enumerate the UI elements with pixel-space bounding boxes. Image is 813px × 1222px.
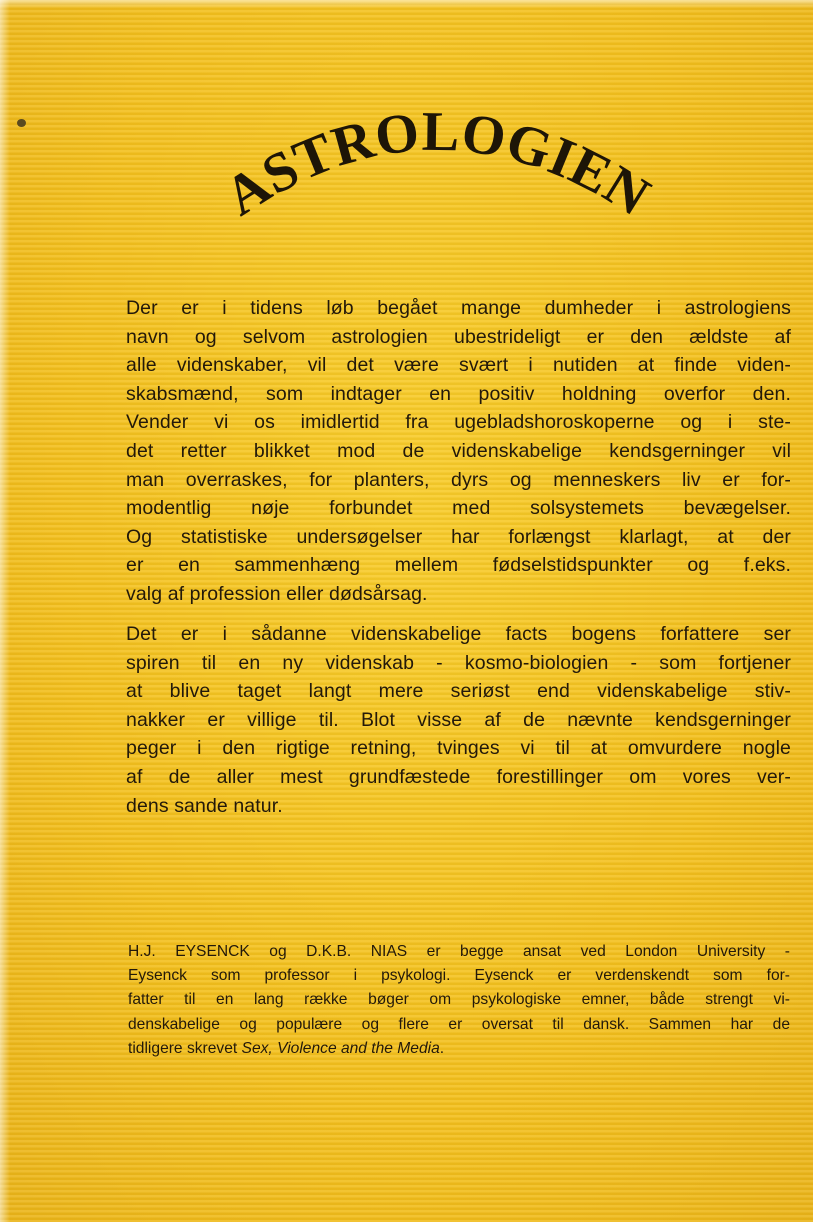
- paragraph-line: Vender vi os imidlertid fra ugebladshoroskoperne og i ste-: [126, 411, 791, 434]
- paragraph-line: skabsmænd, som indtager en positiv holdning overfor den.: [126, 382, 791, 405]
- paragraph-line: nakker er villige til. Blot visse af de nævnte kendsgerninger: [126, 708, 791, 731]
- bio-book-title: Sex, Violence and the Media: [241, 1039, 440, 1057]
- paragraph-line: modentlig nøje forbundet med solsystemets bevægelser.: [126, 497, 791, 520]
- paragraph-line: peger i den rigtige retning, tvinges vi til at omvurdere nogle: [126, 737, 791, 760]
- paragraph-line: Det er i sådanne videnskabelige facts bogens forfattere ser: [126, 623, 791, 645]
- paragraph-line: man overraskes, for planters, dyrs og menneskers liv er for-: [126, 468, 791, 491]
- bio-line: H.J. EYSENCK og D.K.B. NIAS er begge ansat ved London University -: [128, 943, 790, 960]
- paragraph-line: dens sande natur.: [126, 794, 283, 817]
- bio-line: [128, 1037, 790, 1061]
- cover-title: [200, 95, 670, 265]
- paragraph-line: er en sammenhæng mellem fødselstidspunkter og f.eks.: [126, 554, 791, 577]
- paragraph-line: det retter blikket mod de videnskabelige kendsgerninger vil: [126, 439, 791, 462]
- description-paragraph-1: [126, 294, 791, 609]
- description-paragraph-2: [126, 620, 791, 820]
- bio-line: denskabelige og populære og flere er oversat til dansk. Sammen har de: [128, 1015, 790, 1033]
- cover-left-edge: [0, 0, 10, 1222]
- paragraph-line: alle videnskaber, vil det være svært i nutiden at finde viden-: [126, 354, 791, 377]
- bio-line: fatter til en lang række bøger om psykologiske emner, både strengt vi-: [128, 991, 790, 1009]
- cover-title-text: ASTROLOGIEN: [214, 100, 661, 229]
- cover-top-edge: [0, 0, 813, 8]
- paragraph-line: Der er i tidens løb begået mange dumheder i astrologiens: [126, 297, 791, 319]
- bio-last-prefix: tidligere skrevet: [128, 1039, 242, 1057]
- paragraph-line: at blive taget langt mere seriøst end videnskabelige stiv-: [126, 680, 791, 703]
- paragraph-line: spiren til en ny videnskab - kosmo-biologien - som fortjener: [126, 651, 791, 674]
- paragraph-line: af de aller mest grundfæstede forestillinger om vores ver-: [126, 765, 791, 788]
- bio-last-suffix: .: [439, 1039, 445, 1057]
- paragraph-line: Og statistiske undersøgelser har forlængst klarlagt, at der: [126, 525, 791, 548]
- bio-line: Eysenck som professor i psykologi. Eysenck er verdenskendt som for-: [128, 967, 790, 985]
- cover-speck: [17, 119, 26, 127]
- author-bio: [128, 940, 790, 1061]
- paragraph-line: navn og selvom astrologien ubestrideligt er den ældste af: [126, 325, 791, 348]
- paragraph-line: valg af profession eller dødsårsag.: [126, 582, 428, 605]
